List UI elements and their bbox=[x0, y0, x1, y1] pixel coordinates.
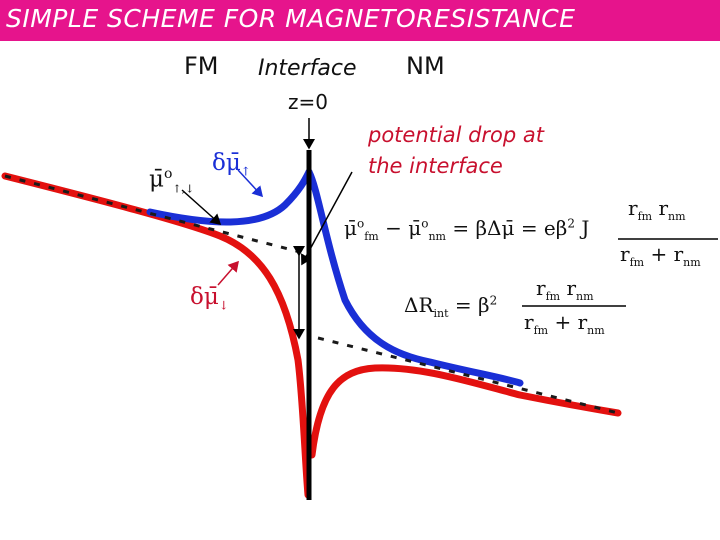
formula1-minus: − bbox=[385, 216, 402, 240]
potential-drop-line-1: potential drop at bbox=[368, 123, 545, 147]
mu0-symbol bbox=[149, 166, 194, 195]
mu0-sup: o bbox=[163, 166, 173, 182]
fm-label: FM bbox=[184, 52, 219, 80]
interface-label: Interface bbox=[258, 56, 357, 81]
dmu-down-base: δμ̄ bbox=[190, 284, 219, 310]
dmu-up-symbol bbox=[212, 150, 251, 179]
formula1-den-r-nm-sub: nm bbox=[683, 256, 701, 269]
formula2-square: 2 bbox=[489, 293, 498, 308]
slide-title: SIMPLE SCHEME FOR MAGNETORESISTANCE bbox=[6, 4, 576, 33]
formula-2-numerator bbox=[536, 276, 594, 303]
formula1-num-r-fm: r bbox=[628, 196, 638, 220]
z0-label: z=0 bbox=[288, 90, 328, 114]
formula-1-lhs bbox=[344, 216, 589, 243]
potential-drop-line-2: the interface bbox=[368, 154, 503, 178]
formula-1-numerator bbox=[628, 196, 686, 223]
formula2-den-r-nm: r bbox=[577, 310, 588, 334]
formula1-mu-fm-sup: o bbox=[357, 216, 365, 231]
dmu-up-base: δμ̄ bbox=[212, 150, 241, 176]
formula2-delta-r-sub: int bbox=[433, 307, 449, 320]
dmu-down-sub: ↓ bbox=[218, 298, 229, 313]
formula2-den-r-fm-sub: fm bbox=[533, 324, 549, 337]
formula2-den-r-nm-sub: nm bbox=[587, 324, 605, 337]
nm-label: NM bbox=[406, 52, 445, 80]
spin-up-curve-right bbox=[309, 172, 520, 383]
formula1-den-r-nm: r bbox=[673, 242, 684, 266]
formula1-mu-nm: μ̄ bbox=[408, 216, 422, 240]
formula2-num-r-fm-sub: fm bbox=[545, 290, 561, 303]
formula-1-denominator bbox=[620, 242, 701, 269]
formula1-mu-nm-sub: nm bbox=[428, 230, 446, 243]
dmu-down-pointer bbox=[218, 262, 238, 285]
formula1-mu-fm-sub: fm bbox=[364, 230, 379, 243]
formula-2-lhs bbox=[404, 293, 497, 320]
formula1-num-r-nm-sub: nm bbox=[668, 210, 686, 223]
formula2-equals: = β bbox=[454, 293, 490, 317]
formula2-num-r-nm: r bbox=[566, 276, 576, 300]
formula1-equals: = βΔμ̄ = eβ bbox=[452, 216, 568, 240]
formula1-plus: + bbox=[650, 242, 668, 266]
dmu-up-sub: ↑ bbox=[240, 164, 251, 179]
formula2-delta-r: ΔR bbox=[404, 293, 434, 317]
formula1-num-r-nm: r bbox=[658, 196, 668, 220]
formula2-plus: + bbox=[554, 310, 572, 334]
formula2-num-r-fm: r bbox=[536, 276, 546, 300]
formula-2-denominator bbox=[524, 310, 605, 337]
formula1-den-r-fm-sub: fm bbox=[629, 256, 645, 269]
spin-down-curve bbox=[5, 176, 308, 495]
potential-drop-label bbox=[368, 120, 544, 182]
dmu-down-symbol bbox=[190, 284, 229, 313]
formula1-num-r-fm-sub: fm bbox=[637, 210, 653, 223]
formula2-num-r-nm-sub: nm bbox=[576, 290, 594, 303]
mu0-base: μ̄ bbox=[149, 166, 164, 193]
mu0-sub: ↑,↓ bbox=[172, 182, 195, 196]
formula1-square: 2 bbox=[567, 216, 575, 231]
formula2-den-r-fm: r bbox=[524, 310, 534, 334]
formula1-mu-nm-sup: o bbox=[421, 216, 429, 231]
formula1-mu-fm: μ̄ bbox=[344, 216, 357, 240]
spin-down-curve-right bbox=[312, 368, 618, 455]
formula1-current: J bbox=[581, 216, 590, 240]
formula1-den-r-fm: r bbox=[620, 242, 630, 266]
